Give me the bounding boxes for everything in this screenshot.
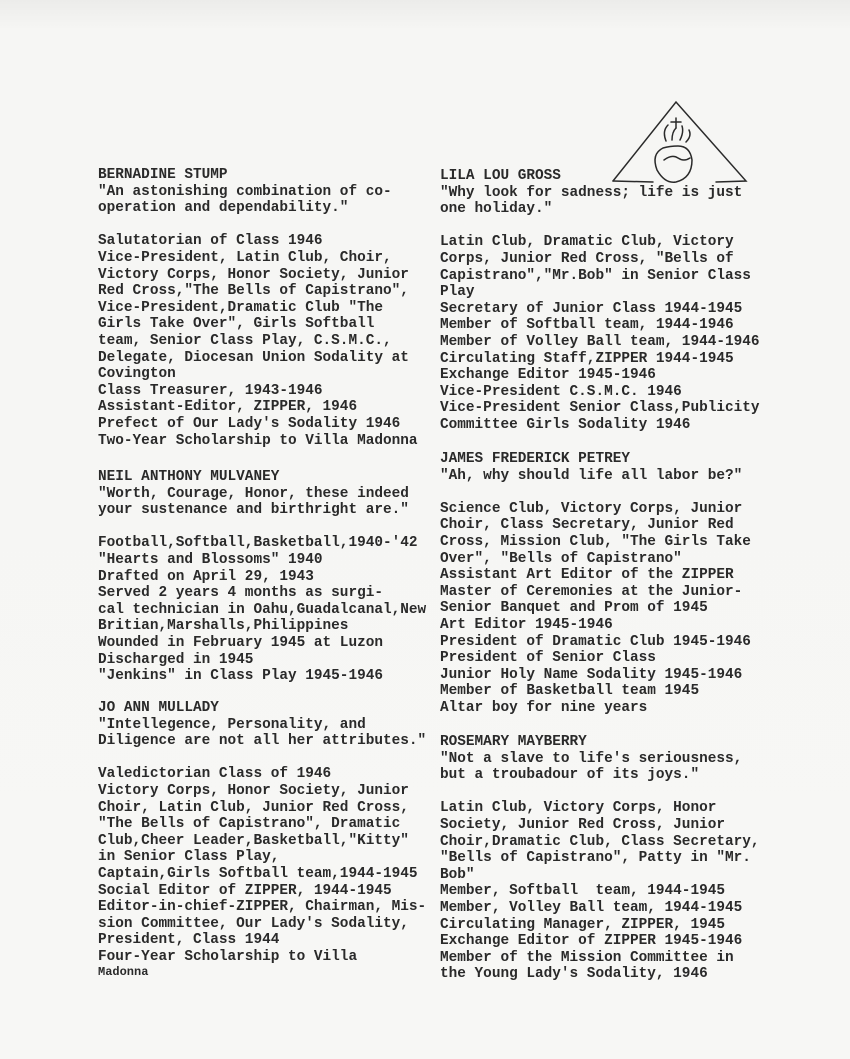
- activity-line: Assistant Art Editor of the ZIPPER: [440, 567, 734, 584]
- student-entry: [98, 700, 443, 978]
- activity-line: Member, Volley Ball team, 1944-1945: [440, 899, 743, 916]
- student-quote-line: "Worth, Courage, Honor, these indeed: [98, 485, 409, 502]
- activity-line: Red Cross,"The Bells of Capistrano",: [98, 283, 409, 300]
- activity-line: Two-Year Scholarship to Villa Madonna: [98, 432, 418, 449]
- activity-line: Victory Corps, Honor Society, Junior: [98, 782, 409, 799]
- activity-line: Victory Corps, Honor Society, Junior: [98, 266, 409, 283]
- activity-line: Covington: [98, 366, 176, 383]
- activity-line: President of Dramatic Club 1945-1946: [440, 633, 751, 650]
- student-name: JO ANN MULLADY: [98, 700, 219, 716]
- activity-line: Assistant-Editor, ZIPPER, 1946: [98, 399, 358, 416]
- activity-line: Class Treasurer, 1943-1946: [98, 382, 323, 399]
- activity-line: Wounded in February 1945 at Luzon: [98, 634, 383, 651]
- activity-line: Committee Girls Sodality 1946: [440, 416, 691, 433]
- activity-line: Latin Club, Dramatic Club, Victory: [440, 234, 734, 251]
- student-quote-line: Diligence are not all her attributes.": [98, 733, 427, 750]
- activity-line: Girls Take Over", Girls Softball: [98, 316, 375, 333]
- activity-line: Exchange Editor of ZIPPER 1945-1946: [440, 933, 743, 950]
- activity-line: Exchange Editor 1945-1946: [440, 367, 656, 384]
- activity-line: Circulating Manager, ZIPPER, 1945: [440, 916, 725, 933]
- student-name: JAMES FREDERICK PETREY: [440, 451, 630, 467]
- activity-line: Vice-President C.S.M.C. 1946: [440, 383, 682, 400]
- activity-line: Science Club, Victory Corps, Junior: [440, 500, 743, 517]
- student-quote-line: "Not a slave to life's seriousness,: [440, 750, 743, 767]
- activity-line: Served 2 years 4 months as surgi-: [98, 585, 383, 602]
- activity-line: "The Bells of Capistrano", Dramatic: [98, 816, 401, 833]
- student-name: LILA LOU GROSS: [440, 168, 561, 184]
- activity-line: Master of Ceremonies at the Junior-: [440, 583, 743, 600]
- student-quote-line: "An astonishing combination of co-: [98, 183, 392, 200]
- activity-line: Society, Junior Red Cross, Junior: [440, 816, 725, 833]
- student-name: BERNADINE STUMP: [98, 167, 228, 183]
- activity-line: Editor-in-chief-ZIPPER, Chairman, Mis-: [98, 899, 427, 916]
- activity-line: Altar boy for nine years: [440, 699, 648, 716]
- activity-line: Delegate, Diocesan Union Sodality at: [98, 349, 409, 366]
- activity-line: Corps, Junior Red Cross, "Bells of: [440, 250, 734, 267]
- activity-line: team, Senior Class Play, C.S.M.C.,: [98, 332, 392, 349]
- activity-line: Vice-President, Latin Club, Choir,: [98, 249, 392, 266]
- activity-line: President, Class 1944: [98, 932, 280, 949]
- activity-line: Over", "Bells of Capistrano": [440, 550, 682, 567]
- student-entry: [440, 451, 785, 717]
- activity-line: Cross, Mission Club, "The Girls Take: [440, 533, 751, 550]
- activity-line: Britian,Marshalls,Philippines: [98, 618, 349, 635]
- activity-line: Secretary of Junior Class 1944-1945: [440, 300, 743, 317]
- activity-line: Circulating Staff,ZIPPER 1944-1945: [440, 350, 734, 367]
- activity-line: Choir, Latin Club, Junior Red Cross,: [98, 799, 409, 816]
- activity-line: Salutatorian of Class 1946: [98, 233, 323, 250]
- activity-line: Vice-President,Dramatic Club "The: [98, 299, 383, 316]
- activity-line: in Senior Class Play,: [98, 849, 280, 866]
- student-quote-line: one holiday.": [440, 201, 553, 218]
- activity-line: Valedictorian Class of 1946: [98, 766, 332, 783]
- activity-line: Vice-President Senior Class,Publicity: [440, 400, 760, 417]
- activity-line: cal technician in Oahu,Guadalcanal,New: [98, 601, 427, 618]
- activity-line: President of Senior Class: [440, 650, 656, 667]
- activity-line: Football,Softball,Basketball,1940-'42: [98, 535, 418, 552]
- student-quote-line: but a troubadour of its joys.": [440, 767, 700, 784]
- activity-line: Member of Volley Ball team, 1944-1946: [440, 333, 760, 350]
- activity-line: Member of Basketball team 1945: [440, 683, 700, 700]
- activity-line: Club,Cheer Leader,Basketball,"Kitty": [98, 832, 409, 849]
- activity-line: Art Editor 1945-1946: [440, 616, 613, 633]
- activity-line: Bob": [440, 866, 475, 883]
- student-quote-line: operation and dependability.": [98, 200, 349, 217]
- activity-line: Member of the Mission Committee in: [440, 949, 734, 966]
- activity-line: Junior Holy Name Sodality 1945-1946: [440, 666, 743, 683]
- student-entry: [98, 167, 443, 449]
- student-entry: [440, 168, 785, 434]
- student-quote-line: your sustenance and birthright are.": [98, 502, 409, 519]
- activity-line: Discharged in 1945: [98, 651, 254, 668]
- activity-line: the Young Lady's Sodality, 1946: [440, 966, 708, 983]
- activity-line: Four-Year Scholarship to Villa: [98, 948, 358, 965]
- activity-line: Play: [440, 284, 475, 301]
- activity-line: Captain,Girls Softball team,1944-1945: [98, 865, 418, 882]
- student-entry: [98, 469, 443, 685]
- activity-line: Senior Banquet and Prom of 1945: [440, 600, 708, 617]
- activity-overflow: Madonna: [98, 964, 149, 979]
- activity-line: Latin Club, Victory Corps, Honor: [440, 800, 717, 817]
- student-entry: [440, 734, 785, 983]
- student-quote-line: "Ah, why should life all labor be?": [440, 467, 743, 484]
- activity-line: sion Committee, Our Lady's Sodality,: [98, 915, 409, 932]
- student-name: ROSEMARY MAYBERRY: [440, 734, 587, 750]
- activity-line: "Jenkins" in Class Play 1945-1946: [98, 668, 383, 685]
- activity-line: Social Editor of ZIPPER, 1944-1945: [98, 882, 392, 899]
- student-quote-line: "Intellegence, Personality, and: [98, 716, 366, 733]
- activity-line: Member of Softball team, 1944-1946: [440, 317, 734, 334]
- activity-line: Drafted on April 29, 1943: [98, 568, 314, 585]
- activity-line: Member, Softball team, 1944-1945: [440, 883, 725, 900]
- student-quote-line: "Why look for sadness; life is just: [440, 184, 743, 201]
- activity-line: Choir, Class Secretary, Junior Red: [440, 517, 734, 534]
- activity-line: Prefect of Our Lady's Sodality 1946: [98, 415, 401, 432]
- activity-line: "Hearts and Blossoms" 1940: [98, 551, 323, 568]
- activity-line: Capistrano","Mr.Bob" in Senior Class: [440, 267, 751, 284]
- activity-line: "Bells of Capistrano", Patty in "Mr.: [440, 850, 751, 867]
- student-name: NEIL ANTHONY MULVANEY: [98, 469, 280, 485]
- activity-line: Choir,Dramatic Club, Class Secretary,: [440, 833, 760, 850]
